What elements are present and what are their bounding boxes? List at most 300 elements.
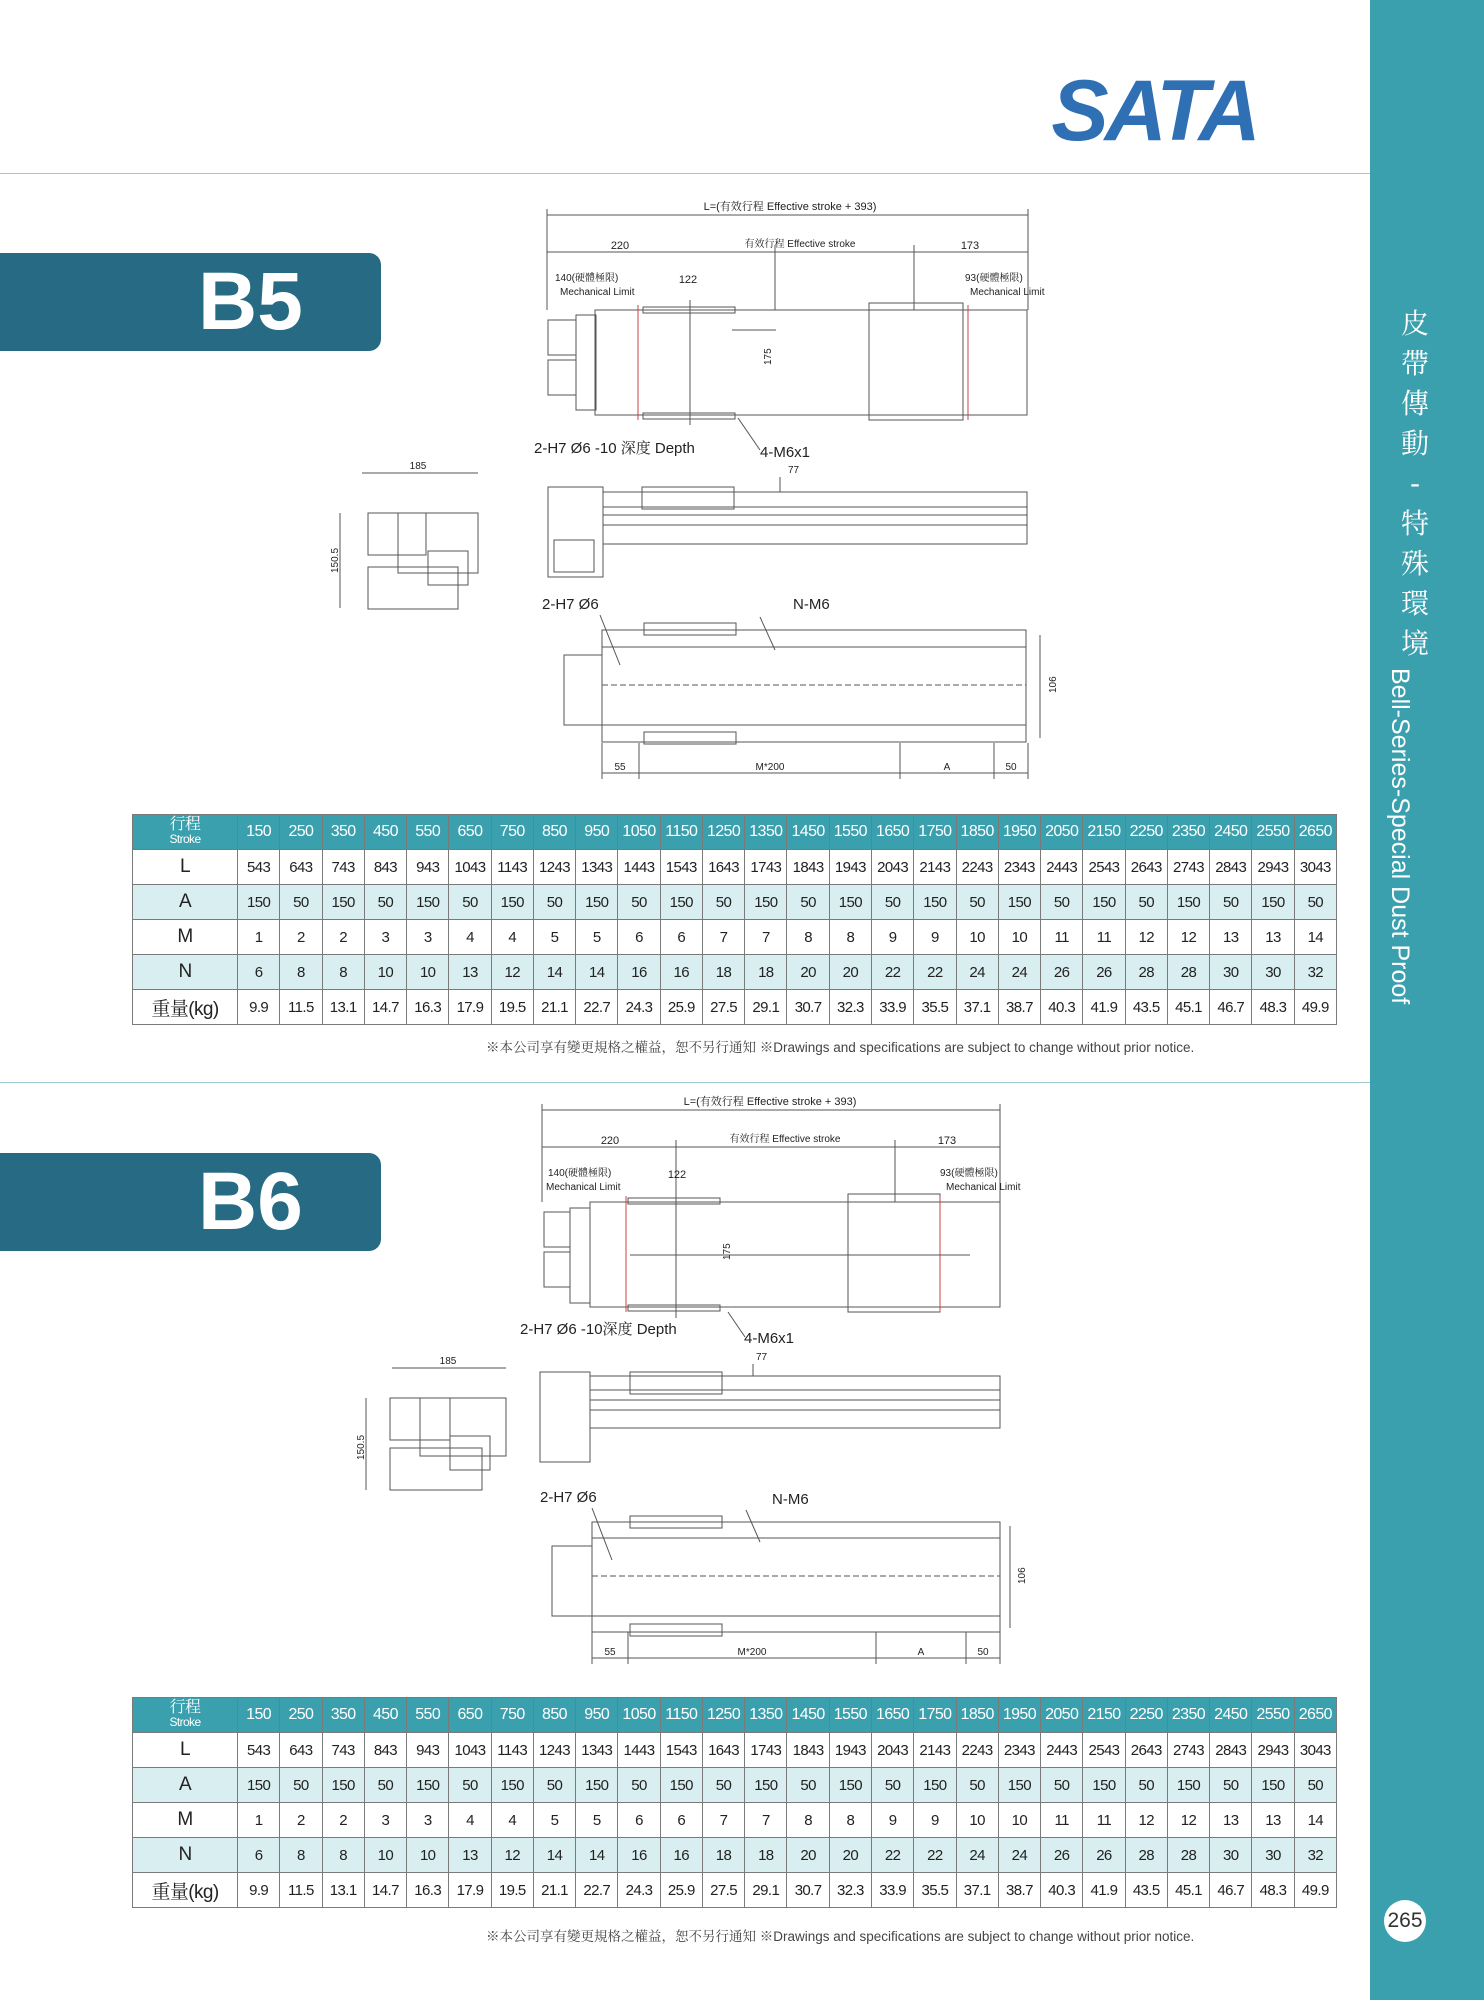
stroke-cell: 2550: [1252, 1698, 1294, 1733]
table-cell: 12: [491, 1838, 533, 1873]
table-cell: 743: [322, 1733, 364, 1768]
overall-length-label: L=(有效行程 Effective stroke + 393): [683, 1096, 857, 1108]
stroke-cell: 2150: [1083, 815, 1125, 850]
table-cell: 8: [787, 1803, 829, 1838]
table-cell: 20: [829, 1838, 871, 1873]
table-cell: 38.7: [998, 1873, 1040, 1908]
table-cell: 8: [829, 1803, 871, 1838]
table-cell: 1243: [533, 1733, 575, 1768]
b6-technical-drawing: [330, 1090, 1070, 1670]
table-cell: 150: [998, 1768, 1040, 1803]
table-cell: 150: [660, 885, 702, 920]
table-cell: 22: [914, 1838, 956, 1873]
stroke-cell: 650: [449, 815, 491, 850]
table-cell: 2543: [1083, 850, 1125, 885]
table-cell: 150: [407, 1768, 449, 1803]
table-cell: 16: [618, 1838, 660, 1873]
table-cell: 2743: [1167, 850, 1209, 885]
divider: [0, 1082, 1370, 1083]
table-cell: 14: [576, 955, 618, 990]
table-cell: 50: [618, 885, 660, 920]
dim-carriage-width: 175: [763, 348, 774, 365]
table-cell: 22: [914, 955, 956, 990]
table-cell: 37.1: [956, 990, 998, 1025]
bottom-screw-note: N-M6: [772, 1491, 809, 1508]
stroke-cell: 1150: [660, 1698, 702, 1733]
divider: [0, 173, 1370, 174]
stroke-cell: 150: [238, 1698, 280, 1733]
stroke-cell: 1050: [618, 1698, 660, 1733]
table-cell: 1143: [491, 1733, 533, 1768]
row-label: L: [133, 850, 238, 885]
row-label: N: [133, 955, 238, 990]
table-cell: 2143: [914, 1733, 956, 1768]
mech-limit-right-en: Mechanical Limit: [946, 1182, 1021, 1193]
disclaimer-note: ※本公司享有變更規格之權益，恕不另行通知 ※Drawings and specifications are subject to change without prior notice.: [486, 1040, 1195, 1055]
table-cell: 2743: [1167, 1733, 1209, 1768]
table-cell: 150: [407, 885, 449, 920]
table-cell: 50: [956, 885, 998, 920]
mech-limit-left-en: Mechanical Limit: [560, 287, 635, 298]
stroke-cell: 2250: [1125, 815, 1167, 850]
table-cell: 24.3: [618, 990, 660, 1025]
table-cell: 20: [787, 1838, 829, 1873]
table-cell: 1543: [660, 1733, 702, 1768]
table-cell: 11: [1041, 920, 1083, 955]
sidebar-category-title: [1395, 304, 1435, 664]
stroke-cell: 150: [238, 815, 280, 850]
table-cell: 45.1: [1167, 1873, 1209, 1908]
stroke-cell: 1150: [660, 815, 702, 850]
table-cell: 28: [1167, 1838, 1209, 1873]
row-label: L: [133, 1733, 238, 1768]
table-cell: 25.9: [660, 990, 702, 1025]
table-cell: 18: [702, 955, 744, 990]
table-row: [133, 920, 1337, 955]
table-row: [133, 1733, 1337, 1768]
table-cell: 2143: [914, 850, 956, 885]
stroke-cell: 2350: [1167, 815, 1209, 850]
table-row: [133, 1838, 1337, 1873]
table-cell: 50: [956, 1768, 998, 1803]
table-cell: 50: [533, 885, 575, 920]
table-cell: 643: [280, 850, 322, 885]
table-cell: 18: [702, 1838, 744, 1873]
table-cell: 150: [238, 1768, 280, 1803]
table-cell: 2643: [1125, 1733, 1167, 1768]
table-cell: 11.5: [280, 1873, 322, 1908]
stroke-cell: 650: [449, 1698, 491, 1733]
table-cell: 6: [660, 920, 702, 955]
table-cell: 6: [618, 920, 660, 955]
dim-carriage-width: 175: [722, 1243, 733, 1260]
table-cell: 10: [364, 1838, 406, 1873]
table-cell: 22: [871, 955, 913, 990]
table-cell: 16: [618, 955, 660, 990]
table-cell: 14: [576, 1838, 618, 1873]
table-cell: 2: [322, 920, 364, 955]
mech-limit-right-en: Mechanical Limit: [970, 287, 1045, 298]
stroke-cell: 550: [407, 815, 449, 850]
table-cell: 1743: [745, 1733, 787, 1768]
table-cell: 9.9: [238, 990, 280, 1025]
table-cell: 12: [1167, 920, 1209, 955]
stroke-cell: 950: [576, 815, 618, 850]
table-cell: 7: [702, 1803, 744, 1838]
table-cell: 16.3: [407, 1873, 449, 1908]
stroke-cell: 1650: [871, 1698, 913, 1733]
table-cell: 7: [745, 920, 787, 955]
table-cell: 1843: [787, 1733, 829, 1768]
stroke-cell: 2350: [1167, 1698, 1209, 1733]
stroke-header-en: Stroke: [169, 832, 201, 846]
table-cell: 50: [1125, 1768, 1167, 1803]
table-cell: 21.1: [533, 1873, 575, 1908]
table-cell: 16: [660, 955, 702, 990]
table-cell: 20: [829, 955, 871, 990]
table-cell: 12: [1125, 1803, 1167, 1838]
mech-limit-right: 93(硬體極限): [940, 1168, 998, 1179]
table-cell: 50: [871, 1768, 913, 1803]
table-cell: 643: [280, 1733, 322, 1768]
stroke-cell: 1350: [745, 815, 787, 850]
dim-left-offset: 220: [600, 1135, 620, 1147]
table-row: [133, 885, 1337, 920]
table-cell: 20: [787, 955, 829, 990]
table-cell: 27.5: [702, 990, 744, 1025]
table-cell: 6: [660, 1803, 702, 1838]
table-cell: 9: [914, 1803, 956, 1838]
table-cell: 4: [491, 920, 533, 955]
page-number: 265: [1384, 1900, 1426, 1942]
logo-text: SATA: [1051, 66, 1257, 150]
row-label: 重量(kg): [133, 1873, 238, 1908]
row-label: 重量(kg): [133, 990, 238, 1025]
table-cell: 18: [745, 1838, 787, 1873]
table-cell: 2643: [1125, 850, 1167, 885]
table-cell: 50: [449, 885, 491, 920]
table-cell: 29.1: [745, 1873, 787, 1908]
dim-side-width: 185: [439, 1356, 457, 1367]
table-cell: 1343: [576, 850, 618, 885]
table-cell: 28: [1125, 1838, 1167, 1873]
stroke-cell: 2250: [1125, 1698, 1167, 1733]
stroke-cell: 1850: [956, 1698, 998, 1733]
stroke-cell: 1650: [871, 815, 913, 850]
table-cell: 2943: [1252, 850, 1294, 885]
table-cell: 14: [1294, 920, 1336, 955]
table-cell: 35.5: [914, 990, 956, 1025]
stroke-cell: 750: [491, 815, 533, 850]
table-cell: 13: [1252, 920, 1294, 955]
table-cell: 150: [576, 885, 618, 920]
table-cell: 4: [491, 1803, 533, 1838]
table-cell: 40.3: [1041, 990, 1083, 1025]
table-cell: 150: [829, 1768, 871, 1803]
stroke-cell: 1550: [829, 1698, 871, 1733]
table-cell: 12: [1167, 1803, 1209, 1838]
stroke-cell: 1850: [956, 815, 998, 850]
table-cell: 843: [364, 1733, 406, 1768]
table-cell: 33.9: [871, 1873, 913, 1908]
stroke-cell: 350: [322, 1698, 364, 1733]
stroke-header-en: Stroke: [169, 1715, 201, 1729]
table-cell: 9.9: [238, 1873, 280, 1908]
sata-logo: [1044, 66, 1264, 150]
table-cell: 150: [745, 885, 787, 920]
table-cell: 150: [914, 885, 956, 920]
table-cell: 8: [787, 920, 829, 955]
table-cell: 1: [238, 920, 280, 955]
table-cell: 50: [364, 885, 406, 920]
screw-note: 4-M6x1: [744, 1330, 795, 1347]
stroke-cell: 1950: [998, 815, 1040, 850]
stroke-cell: 1250: [702, 815, 744, 850]
table-cell: 1743: [745, 850, 787, 885]
table-cell: 2: [280, 1803, 322, 1838]
table-cell: 13.1: [322, 990, 364, 1025]
table-cell: 1643: [702, 850, 744, 885]
table-cell: 11.5: [280, 990, 322, 1025]
table-cell: 11: [1083, 920, 1125, 955]
stroke-cell: 750: [491, 1698, 533, 1733]
table-cell: 26: [1083, 1838, 1125, 1873]
table-cell: 50: [1210, 885, 1252, 920]
table-row: [133, 1768, 1337, 1803]
dim-right-offset: 173: [937, 1135, 957, 1147]
stroke-cell: 2650: [1294, 815, 1336, 850]
table-cell: 150: [1167, 1768, 1209, 1803]
table-cell: 50: [1294, 1768, 1336, 1803]
table-cell: 50: [1294, 885, 1336, 920]
table-cell: 150: [1167, 885, 1209, 920]
sidebar-char: 環: [1400, 587, 1429, 620]
table-cell: 2243: [956, 1733, 998, 1768]
table-cell: 38.7: [998, 990, 1040, 1025]
table-cell: 41.9: [1083, 990, 1125, 1025]
table-cell: 30: [1210, 955, 1252, 990]
table-cell: 13: [449, 955, 491, 990]
table-header-row: [133, 815, 1337, 850]
table-cell: 26: [1041, 955, 1083, 990]
table-cell: 1943: [829, 1733, 871, 1768]
stroke-header: [133, 815, 238, 850]
hole-note-1: 2-H7 Ø6 -10深度 Depth: [520, 1321, 677, 1338]
mech-limit-left: 140(硬體極限): [555, 273, 619, 284]
table-cell: 150: [238, 885, 280, 920]
dim-left-offset: 220: [610, 240, 630, 252]
dim-rail-width: 106: [1048, 676, 1059, 693]
dim-50: 50: [977, 1647, 989, 1658]
table-cell: 150: [1083, 885, 1125, 920]
dim-55: 55: [604, 1647, 616, 1658]
stroke-cell: 450: [364, 815, 406, 850]
table-cell: 943: [407, 850, 449, 885]
table-cell: 50: [364, 1768, 406, 1803]
table-cell: 2043: [871, 850, 913, 885]
table-cell: 49.9: [1294, 990, 1336, 1025]
table-cell: 6: [618, 1803, 660, 1838]
stroke-cell: 450: [364, 1698, 406, 1733]
dim-pitch: M*200: [737, 1647, 767, 1658]
dim-carriage-length: 122: [667, 1169, 687, 1181]
table-cell: 3043: [1294, 850, 1336, 885]
stroke-cell: 1750: [914, 815, 956, 850]
table-cell: 150: [660, 1768, 702, 1803]
table-cell: 9: [871, 1803, 913, 1838]
table-cell: 1043: [449, 850, 491, 885]
table-cell: 1443: [618, 1733, 660, 1768]
stroke-cell: 950: [576, 1698, 618, 1733]
table-cell: 150: [1252, 1768, 1294, 1803]
table-cell: 8: [280, 955, 322, 990]
table-row: [133, 1873, 1337, 1908]
mech-limit-left: 140(硬體極限): [548, 1168, 612, 1179]
table-cell: 9: [871, 920, 913, 955]
table-cell: 8: [280, 1838, 322, 1873]
table-cell: 150: [914, 1768, 956, 1803]
dim-right-offset: 173: [960, 240, 980, 252]
table-cell: 24: [956, 1838, 998, 1873]
row-label: N: [133, 1838, 238, 1873]
table-cell: 49.9: [1294, 1873, 1336, 1908]
table-cell: 10: [956, 1803, 998, 1838]
table-header-row: [133, 1698, 1337, 1733]
table-cell: 9: [914, 920, 956, 955]
dim-height-offset: 77: [788, 465, 800, 476]
table-cell: 50: [449, 1768, 491, 1803]
table-row: [133, 1803, 1337, 1838]
row-label: A: [133, 885, 238, 920]
table-cell: 2943: [1252, 1733, 1294, 1768]
table-cell: 7: [745, 1803, 787, 1838]
table-cell: 5: [533, 920, 575, 955]
dim-carriage-length: 122: [678, 274, 698, 286]
table-cell: 2843: [1210, 850, 1252, 885]
table-cell: 2: [280, 920, 322, 955]
table-row: [133, 990, 1337, 1025]
table-cell: 32: [1294, 955, 1336, 990]
table-cell: 17.9: [449, 1873, 491, 1908]
table-cell: 11: [1041, 1803, 1083, 1838]
table-cell: 150: [745, 1768, 787, 1803]
table-cell: 50: [280, 1768, 322, 1803]
table-cell: 50: [787, 885, 829, 920]
table-cell: 150: [576, 1768, 618, 1803]
table-cell: 1243: [533, 850, 575, 885]
table-cell: 18: [745, 955, 787, 990]
table-cell: 2343: [998, 1733, 1040, 1768]
table-cell: 543: [238, 1733, 280, 1768]
b5-technical-drawing: [320, 195, 1080, 785]
table-cell: 150: [829, 885, 871, 920]
model-tab-b5: B5: [0, 253, 381, 351]
table-cell: 48.3: [1252, 1873, 1294, 1908]
sidebar-english-title: Bell-Series-Special Dust Proof: [1386, 668, 1414, 1005]
table-row: [133, 850, 1337, 885]
table-cell: 1843: [787, 850, 829, 885]
disclaimer-note: ※本公司享有變更規格之權益，恕不另行通知 ※Drawings and specifications are subject to change without prior notice.: [486, 1929, 1195, 1944]
table-cell: 22.7: [576, 1873, 618, 1908]
table-cell: 150: [322, 1768, 364, 1803]
dim-side-width: 185: [409, 461, 427, 472]
sidebar-char: 傳: [1400, 387, 1429, 420]
table-cell: 5: [533, 1803, 575, 1838]
b5-spec-table: [132, 814, 1337, 1025]
table-cell: 32.3: [829, 990, 871, 1025]
table-row: [133, 955, 1337, 990]
stroke-cell: 850: [533, 1698, 575, 1733]
stroke-cell: 550: [407, 1698, 449, 1733]
table-cell: 150: [1083, 1768, 1125, 1803]
stroke-header-cn: 行程: [169, 816, 201, 833]
hole-note-2: 2-H7 Ø6: [540, 1489, 597, 1506]
table-cell: 943: [407, 1733, 449, 1768]
table-cell: 2543: [1083, 1733, 1125, 1768]
stroke-cell: 1750: [914, 1698, 956, 1733]
table-cell: 5: [576, 1803, 618, 1838]
table-cell: 17.9: [449, 990, 491, 1025]
table-cell: 50: [1210, 1768, 1252, 1803]
table-cell: 19.5: [491, 990, 533, 1025]
dim-50: 50: [1005, 762, 1017, 773]
table-cell: 30.7: [787, 1873, 829, 1908]
stroke-cell: 1450: [787, 815, 829, 850]
table-cell: 2043: [871, 1733, 913, 1768]
table-cell: 6: [238, 1838, 280, 1873]
table-cell: 26: [1041, 1838, 1083, 1873]
table-cell: 150: [491, 1768, 533, 1803]
table-cell: 33.9: [871, 990, 913, 1025]
table-cell: 32.3: [829, 1873, 871, 1908]
table-cell: 843: [364, 850, 406, 885]
table-cell: 14.7: [364, 1873, 406, 1908]
table-cell: 3: [364, 920, 406, 955]
table-cell: 6: [238, 955, 280, 990]
table-cell: 43.5: [1125, 990, 1167, 1025]
table-cell: 50: [618, 1768, 660, 1803]
table-cell: 22: [871, 1838, 913, 1873]
table-cell: 24: [998, 955, 1040, 990]
stroke-cell: 850: [533, 815, 575, 850]
row-label: M: [133, 920, 238, 955]
b6-spec-table: [132, 1697, 1337, 1908]
table-cell: 150: [322, 885, 364, 920]
sidebar-char: 動: [1400, 427, 1429, 460]
table-cell: 50: [1041, 885, 1083, 920]
table-cell: 50: [1125, 885, 1167, 920]
table-cell: 10: [956, 920, 998, 955]
stroke-cell: 250: [280, 1698, 322, 1733]
stroke-cell: 2150: [1083, 1698, 1125, 1733]
mech-limit-right: 93(硬體極限): [965, 273, 1023, 284]
dim-stroke-label: 有效行程 Effective stroke: [729, 1134, 841, 1145]
table-cell: 50: [702, 885, 744, 920]
table-cell: 8: [322, 955, 364, 990]
table-cell: 16.3: [407, 990, 449, 1025]
stroke-header: [133, 1698, 238, 1733]
table-cell: 3: [407, 1803, 449, 1838]
table-cell: 2: [322, 1803, 364, 1838]
dim-rail-width: 106: [1017, 1567, 1028, 1584]
stroke-cell: 1450: [787, 1698, 829, 1733]
screw-note: 4-M6x1: [760, 444, 811, 461]
table-cell: 43.5: [1125, 1873, 1167, 1908]
table-cell: 46.7: [1210, 1873, 1252, 1908]
table-cell: 37.1: [956, 1873, 998, 1908]
table-cell: 3: [364, 1803, 406, 1838]
sidebar-char: 帶: [1400, 347, 1429, 380]
